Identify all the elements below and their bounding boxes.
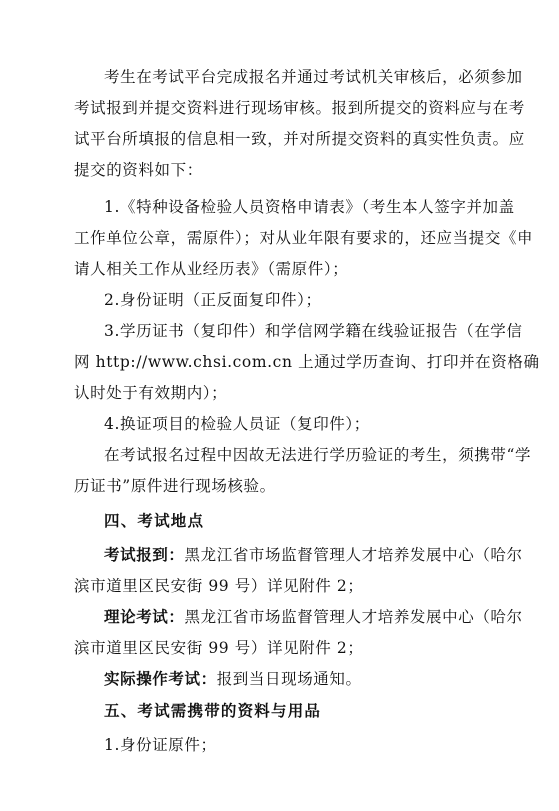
section-5-item-1: 1.身份证原件； bbox=[104, 736, 217, 754]
checkin-text: 黑龙江省市场监督管理人才培养发展中心（哈尔 bbox=[184, 546, 523, 564]
section-4-heading: 四、考试地点 bbox=[104, 512, 205, 530]
paragraph-line: 提交的资料如下： bbox=[74, 161, 203, 179]
note-line: 历证书”原件进行现场核验。 bbox=[74, 477, 276, 495]
theory-label: 理论考试： bbox=[104, 608, 185, 626]
theory-line bbox=[104, 607, 523, 627]
checkin-line bbox=[104, 545, 523, 565]
paragraph-line: 考试报到并提交资料进行现场审核。报到所提交的资料应与在考 bbox=[74, 99, 525, 117]
paragraph-line: 试平台所填报的信息相一致，并对所提交资料的真实性负责。应 bbox=[74, 130, 525, 148]
list-item-2: 2.身份证明（正反面复印件）； bbox=[104, 291, 322, 309]
list-item-1-line: 工作单位公章，需原件）；对从业年限有要求的，还应当提交《申 bbox=[74, 229, 534, 247]
list-item-4: 4.换证项目的检验人员证（复印件）； bbox=[104, 415, 370, 433]
paragraph-line: 考生在考试平台完成报名并通过考试机关审核后，必须参加 bbox=[104, 68, 523, 86]
section-5-heading: 五、考试需携带的资料与用品 bbox=[104, 702, 322, 720]
checkin-text-line: 滨市道里区民安街 99 号）详见附件 2； bbox=[74, 577, 364, 595]
practical-text: 报到当日现场通知。 bbox=[216, 670, 362, 688]
checkin-label: 考试报到： bbox=[104, 546, 185, 564]
list-item-3-line: 3.学历证书（复印件）和学信网学籍在线验证报告（在学信 bbox=[104, 322, 523, 340]
theory-text-line: 滨市道里区民安街 99 号）详见附件 2； bbox=[74, 639, 364, 657]
list-item-3-line: 网 http://www.chsi.com.cn 上通过学历查询、打印并在资格确 bbox=[74, 353, 540, 371]
list-item-1-line: 1.《特种设备检验人员资格申请表》（考生本人签字并加盖 bbox=[104, 198, 515, 216]
note-line: 在考试报名过程中因故无法进行学历验证的考生，须携带“学 bbox=[104, 446, 532, 464]
list-item-1-line: 请人相关工作从业经历表》（需原件）； bbox=[74, 260, 349, 278]
list-item-3-line: 认时处于有效期内）； bbox=[74, 384, 228, 402]
theory-text: 黑龙江省市场监督管理人才培养发展中心（哈尔 bbox=[184, 608, 523, 626]
practical-label: 实际操作考试： bbox=[104, 670, 217, 688]
practical-line bbox=[104, 669, 362, 689]
